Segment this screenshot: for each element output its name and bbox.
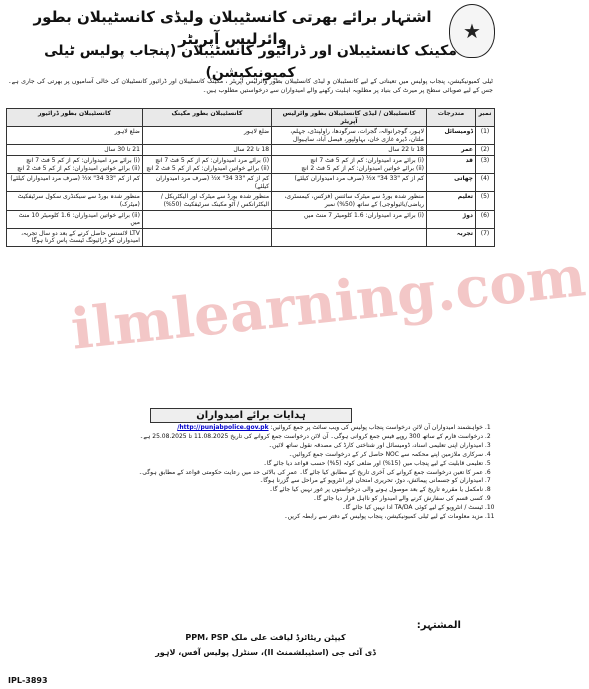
cell-wireless: (i) برائے مرد امیدواران: کم از کم 5 فٹ 7 انچ (ii) برائے خواتین امیدواران: کم از کم 5 فٹ 2 انچ [272,155,427,173]
requirements-table [6,108,495,247]
table-row [7,174,495,192]
row-number: (1) [476,127,495,145]
instruction-text: خواہشمند امیدواران آن لائن درخواست پنجاب پولیس کی ویب سائٹ پر جمع کروائیں: [270,424,483,431]
col-header-no: نمبر [476,109,495,127]
row-label: عمر [427,145,476,156]
signatory-name: کیپٹن ریٹائرڈ لیاقت علی ملک PPM، PSP [185,633,346,642]
row-number: (6) [476,210,495,228]
instruction-text: سرکاری ملازمین اپنے محکمہ سے NOC حاصل کر کے درخواست جمع کروائیں۔ [288,450,483,458]
instruction-item [6,433,483,441]
requirements-body [7,127,495,247]
cell-driver: منظور شدہ بورڈ سے سیکنڈری سکول سرٹیفکیٹ (میٹرک) [7,192,143,210]
table-row [7,145,495,156]
table-row [7,228,495,246]
signatory-block [120,630,411,660]
instruction-item [6,495,483,503]
instruction-text: ٹیسٹ / انٹرویو کے لیے کوئی TA/DA ادا نہیں کیا جائے گا۔ [342,504,483,512]
instructions-list [6,424,495,521]
cell-wireless: 18 تا 22 سال [272,145,427,156]
intro-paragraph: ٹیلی کمیونیکیشن، پنجاب پولیس میں تعیناتی کے لیے کانسٹیبلان و لیڈی کانسٹیبلان بطور وائرلیس آپریٹر ، مکینک کانسٹیبلان اور ڈرائیور کانسٹیبلان کی خالی آسامیوں پر بھرتی کی جاری ہے۔ جس کے لیے صوبائی سطح پر میرٹ کی بنیاد پر مطلوبہ اہلیت رکھنے والے امیدواران سے درخواستیں مطلوب ہیں۔ [8,78,493,94]
cell-wireless: منظور شدہ بورڈ سے میٹرک سائنس (فزکس، کیمسٹری، ریاضی/بائیولوجی) کے ساتھ (50%) نمبر [272,192,427,210]
col-header-particulars: مندرجات [427,109,476,127]
row-label: دوڑ [427,210,476,228]
table-row [7,127,495,145]
cell-wireless: لاہور، گوجرانوالہ، گجرات، سرگودھا، راولپنڈی، جہلم، ملتان، ڈیرہ غازی خان، بہاولپور، فیصل آباد، ساہیوال [272,127,427,145]
table-row [7,210,495,228]
cell-driver: ضلع لاہور [7,127,143,145]
table-row [7,192,495,210]
ipl-code: IPL-3893 [8,676,48,685]
cell-mechanic [142,228,271,246]
instructions-section [6,424,495,522]
cell-driver: کم از کم "33 x "34½ (صرف مرد امیدواران کیلئے) [7,174,143,192]
cell-mechanic: (i) برائے مرد امیدواران: کم از کم 5 فٹ 7 انچ (ii) برائے خواتین امیدواران: کم از کم 5 فٹ 2 انچ [142,155,271,173]
cell-mechanic [142,210,271,228]
instruction-item [6,451,483,459]
instruction-item [6,486,483,494]
row-number: (3) [476,155,495,173]
instruction-item [6,469,483,477]
instruction-text: امیدواران کو جسمانی پیمائش، دوڑ، تحریری امتحان اور انٹرویو کے مراحل سے گزرنا ہوگا۔ [259,477,483,485]
cell-mechanic: منظور شدہ بورڈ سے میٹرک اور الیکٹریکل / الیکٹرانکس / آٹو مکینک سرٹیفکیٹ (50%) [142,192,271,210]
table-header-row [7,109,495,127]
cell-wireless: کم از کم "33 x "34½ (صرف مرد امیدواران کیلئے) [272,174,427,192]
instruction-item [6,513,483,521]
cell-driver: (i) برائے مرد امیدواران: کم از کم 5 فٹ 7 انچ (ii) برائے خواتین امیدواران: کم از کم 5 فٹ 2 انچ [7,155,143,173]
cell-wireless [272,228,427,246]
table-row [7,155,495,173]
row-label: تجربہ [427,228,476,246]
instruction-text: درخواست فارم کے ساتھ 300 روپے فیس جمع کروانی ہوگی۔ آن لائن درخواست جمع کروانے کی تاریخ 11.08.2025 تا 25.08.2025 ہے۔ [139,432,483,440]
cell-mechanic: کم از کم "33 x "34½ (صرف مرد امیدواران کیلئے) [142,174,271,192]
row-label: چھاتی [427,174,476,192]
cell-wireless: (i) برائے مرد امیدواران: 1.6 کلومیٹر 7 منٹ میں [272,210,427,228]
cell-mechanic: ضلع لاہور [142,127,271,145]
page-subtitle: مکینک کانسٹیبلان اور ڈرائیور کانسٹیبلان (پنجاب پولیس ٹیلی کمیونیکیشن) [44,43,457,81]
instruction-item [6,460,483,468]
cell-mechanic: 18 تا 22 سال [142,145,271,156]
website-link[interactable]: http://punjabpolice.gov.pk/ [177,424,269,431]
row-label: قد [427,155,476,173]
instruction-item [6,424,483,432]
row-number: (4) [476,174,495,192]
instruction-text: امیدواران اپنی تعلیمی اسناد، ڈومیسائل اور شناختی کارڈ کی مصدقہ نقول ساتھ لائیں۔ [268,441,483,449]
instruction-item [6,477,483,485]
cell-driver: LTV لائسنس حاصل کرنے کے بعد دو سال تجربہ، امیدواران کو ڈرائیونگ ٹیسٹ پاس کرنا ہوگا [7,228,143,246]
advertiser-label: المشتہر: [416,620,461,631]
row-number: (2) [476,145,495,156]
instruction-item [6,504,483,512]
col-header-wireless: کانسٹیبلان / لیڈی کانسٹیبلان بطور وائرلیس آپریٹر [272,109,427,127]
cell-driver: 21 تا 30 سال [7,145,143,156]
instructions-heading: ہدایات برائے امیدواران [150,408,352,423]
row-number: (5) [476,192,495,210]
instruction-item [6,442,483,450]
row-label: ڈومیسائل [427,127,476,145]
row-number: (7) [476,228,495,246]
instruction-text: مزید معلومات کے لیے ٹیلی کمیونیکیشن، پنجاب پولیس کے دفتر سے رابطہ کریں۔ [284,513,483,521]
instruction-text: تعلیمی قابلیت کے لیے پنجاب میں (15%) اور ضلعی کوٹہ (5%) حسب قواعد دیا جائے گا۔ [263,459,483,467]
instruction-text: کسی قسم کی سفارش کرنے والے امیدوار کو نااہل قرار دیا جائے گا۔ [313,495,483,503]
cell-driver: (ii) برائے خواتین امیدواران: 1.6 کلومیٹر 10 منٹ میں [7,210,143,228]
row-label: تعلیم [427,192,476,210]
page-title: اشتہار برائے بھرتی کانسٹیبلان ولیڈی کانسٹیبلان بطور وائرلیس آپریٹر [33,8,432,48]
col-header-mechanic: کانسٹیبلان بطور مکینک [142,109,271,127]
instruction-text: عمر کا تعین درخواست جمع کروانے کی آخری تاریخ کے مطابق کیا جائے گا۔ عمر کی بالائی حد میں رعایت حکومتی قواعد کے مطابق ہوگی۔ [138,468,483,476]
watermark: ilmlearning.com [67,243,589,363]
signatory-office: ڈی آئی جی (اسٹیبلشمنٹ II)، سنٹرل پولیس آفس، لاہور [155,648,376,657]
instruction-text: نامکمل یا مقررہ تاریخ کے بعد موصول ہونے والی درخواستوں پر غور نہیں کیا جائے گا۔ [269,486,483,494]
punjab-police-emblem-icon: ★ [449,4,495,58]
col-header-driver: کانسٹیبلان بطور ڈرائیور [7,109,143,127]
